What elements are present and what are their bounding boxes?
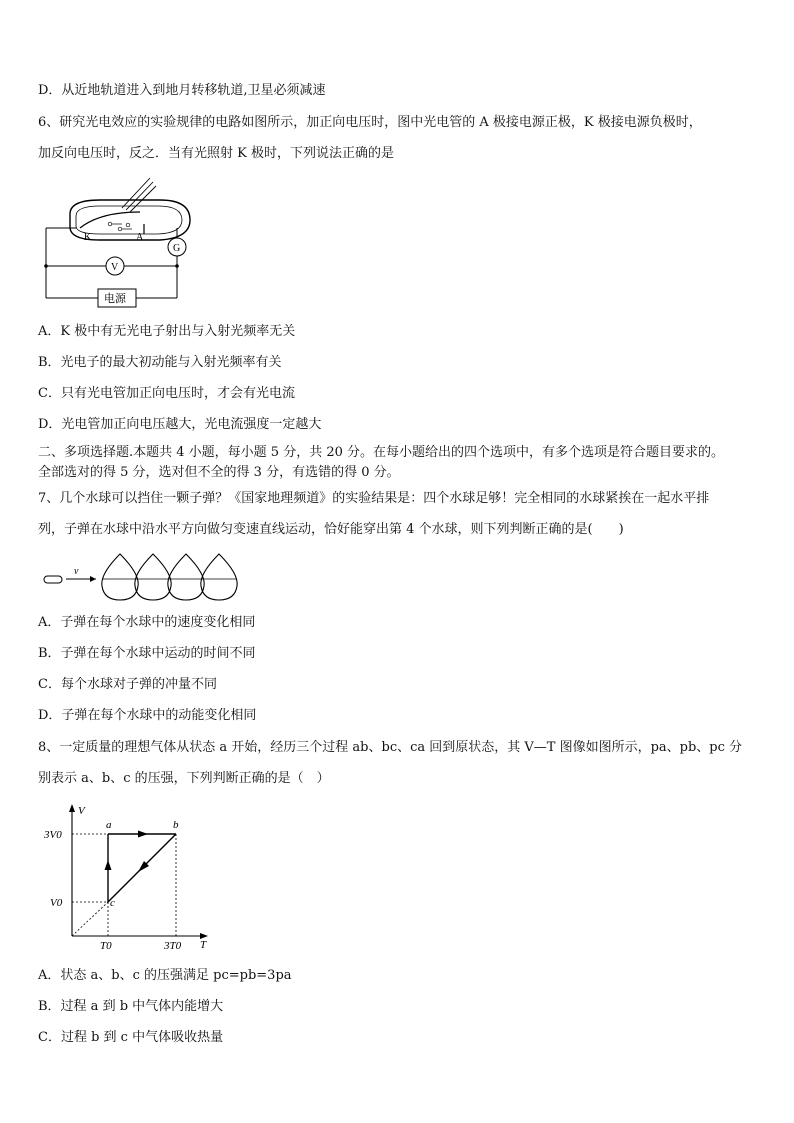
tick-3t0-label: 3T0: [164, 940, 182, 952]
tick-3v0-label: 3V0: [44, 829, 62, 841]
question-6-text-line1: 6、研究光电效应的实验规律的电路如图所示，加正向电压时，图中光电管的 A 极接电源正极，K 极接电源负极时，: [38, 115, 702, 130]
state-a-label: a: [106, 819, 112, 831]
tick-t0-label: T0: [100, 940, 112, 952]
question-8-option-a: A．状态 a、b、c 的压强满足 pc=pb=3pa: [38, 968, 292, 983]
question-8-option-c: C．过程 b 到 c 中气体吸收热量: [38, 1030, 224, 1045]
velocity-label: v: [74, 566, 79, 577]
question-7-option-a: A．子弹在每个水球中的速度变化相同: [38, 615, 256, 630]
cathode-label: K: [84, 232, 92, 243]
option-d-previous: D．从近地轨道进入到地月转移轨道,卫星必须减速: [38, 83, 326, 98]
question-7-option-b: B．子弹在每个水球中运动的时间不同: [38, 646, 256, 661]
state-b-label: b: [173, 819, 179, 831]
tick-v0-label: V0: [50, 897, 63, 909]
question-7-option-d: D．子弹在每个水球中的动能变化相同: [38, 708, 257, 723]
photoelectric-circuit-diagram: [40, 172, 195, 312]
question-6-option-b: B．光电子的最大初动能与入射光频率有关: [38, 355, 282, 370]
question-7-text-line2: 列，子弹在水球中沿水平方向做匀变速直线运动，恰好能穿出第 4 个水球，则下列判断正确的是( ): [38, 522, 624, 537]
question-7-option-c: C．每个水球对子弹的冲量不同: [38, 677, 217, 692]
galvanometer-label: G: [173, 243, 181, 254]
anode-label: A: [136, 232, 144, 243]
volume-temperature-graph: [40, 802, 220, 954]
voltmeter-label: V: [111, 262, 119, 273]
question-8-text-line2: 别表示 a、b、c 的压强，下列判断正确的是（ ）: [38, 771, 330, 786]
section-2-heading-line1: 二、多项选择题.本题共 4 小题，每小题 5 分，共 20 分。在每小题给出的四个选项中，有多个选项是符合题目要求的。: [38, 445, 725, 460]
question-6-option-c: C．只有光电管加正向电压时，才会有光电流: [38, 386, 295, 401]
question-6-option-a: A．K 极中有无光电子射出与入射光频率无关: [38, 324, 296, 339]
state-c-label: c: [110, 897, 115, 909]
question-8-text-line1: 8、一定质量的理想气体从状态 a 开始，经历三个过程 ab、bc、ca 回到原状态，其 V—T 图像如图所示，pa、pb、pc 分: [38, 740, 743, 755]
question-6-option-d: D．光电管加正向电压越大，光电流强度一定越大: [38, 417, 322, 432]
power-source-label: 电源: [104, 293, 126, 305]
bullet-water-balls-diagram: [40, 550, 240, 602]
question-8-option-b: B．过程 a 到 b 中气体内能增大: [38, 999, 224, 1014]
section-2-heading-line2: 全部选对的得 5 分，选对但不全的得 3 分，有选错的得 0 分。: [38, 465, 400, 480]
t-axis-label: T: [200, 939, 207, 951]
v-axis-label: V: [78, 805, 85, 817]
question-7-text-line1: 7、几个水球可以挡住一颗子弹？《国家地理频道》的实验结果是：四个水球足够！完全相同的水球紧挨在一起水平排: [38, 491, 710, 506]
question-6-text-line2: 加反向电压时，反之．当有光照射 K 极时，下列说法正确的是: [38, 146, 394, 161]
